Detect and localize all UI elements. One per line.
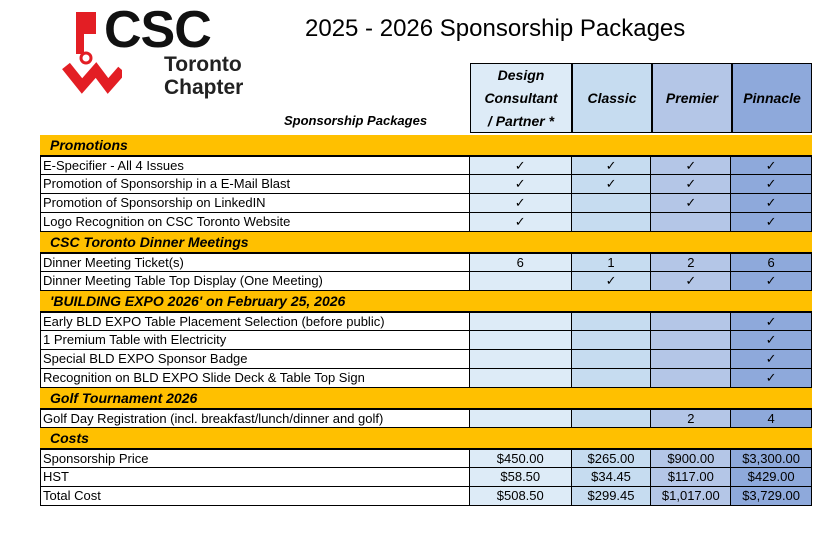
table-cell: ✓	[731, 157, 811, 174]
section-header	[40, 428, 812, 449]
table-cell	[572, 213, 652, 231]
table-row	[40, 409, 812, 428]
row-label: Sponsorship Price	[41, 450, 470, 467]
column-header-line: Design	[497, 66, 545, 83]
section-header	[40, 232, 812, 253]
row-label: Dinner Meeting Table Top Display (One Meeting)	[41, 272, 470, 290]
section-title: CSC Toronto Dinner Meetings	[50, 234, 249, 250]
table-cell: $1,017.00	[651, 487, 731, 505]
section-title: Promotions	[50, 137, 128, 153]
column-header-classic: Classic	[572, 63, 652, 133]
table-cell: ✓	[731, 331, 811, 349]
table-cell: $58.50	[470, 468, 572, 486]
table-cell	[470, 350, 572, 368]
column-header-pinnacle: Pinnacle	[732, 63, 812, 133]
table-cell: ✓	[470, 157, 572, 174]
column-header-design-consultant	[470, 63, 572, 133]
table-cell	[572, 194, 652, 212]
table-cell	[470, 369, 572, 387]
page-title: 2025 - 2026 Sponsorship Packages	[305, 15, 686, 42]
table-cell	[572, 369, 652, 387]
row-label: Total Cost	[41, 487, 470, 505]
column-header-line: / Partner *	[487, 112, 555, 129]
section-header	[40, 388, 812, 409]
row-label: Early BLD EXPO Table Placement Selection (before public)	[41, 313, 470, 330]
table-cell	[572, 331, 652, 349]
table-cell: ✓	[651, 157, 731, 174]
table-cell: 6	[731, 254, 811, 271]
row-label: Golf Day Registration (incl. breakfast/lunch/dinner and golf)	[41, 410, 470, 427]
table-cell: ✓	[470, 194, 572, 212]
section-title: Costs	[50, 430, 89, 446]
sponsorship-packages-label: Sponsorship Packages	[284, 113, 428, 128]
table-row	[40, 369, 812, 388]
table-row	[40, 156, 812, 175]
table-row	[40, 272, 812, 291]
table-cell: 4	[731, 410, 811, 427]
logo-toronto-text: Toronto	[164, 53, 242, 76]
row-label: 1 Premium Table with Electricity	[41, 331, 470, 349]
table-cell: ✓	[731, 369, 811, 387]
table-cell: ✓	[470, 175, 572, 193]
table-cell	[651, 313, 731, 330]
row-label: Recognition on BLD EXPO Slide Deck & Table Top Sign	[41, 369, 470, 387]
table-cell	[572, 350, 652, 368]
table-cell: 1	[572, 254, 652, 271]
logo-csc-text: CSC	[104, 1, 211, 59]
table-cell: 2	[651, 254, 731, 271]
table-cell: 2	[651, 410, 731, 427]
table-cell: ✓	[572, 175, 652, 193]
table-cell	[470, 272, 572, 290]
csc-toronto-logo	[62, 1, 262, 100]
row-label: Special BLD EXPO Sponsor Badge	[41, 350, 470, 368]
table-cell: $34.45	[572, 468, 652, 486]
table-row	[40, 194, 812, 213]
table-cell	[572, 313, 652, 330]
table-cell: ✓	[731, 313, 811, 330]
table-row	[40, 312, 812, 331]
table-row	[40, 331, 812, 350]
table-cell: ✓	[572, 157, 652, 174]
table-cell: ✓	[731, 194, 811, 212]
table-cell	[572, 410, 652, 427]
table-cell: ✓	[731, 272, 811, 290]
table-row	[40, 253, 812, 272]
table-cell: $508.50	[470, 487, 572, 505]
table-cell: ✓	[731, 213, 811, 231]
column-header-line: Consultant	[484, 89, 558, 106]
column-header-premier: Premier	[652, 63, 732, 133]
table-cell: ✓	[651, 194, 731, 212]
table-row	[40, 350, 812, 369]
table-row	[40, 175, 812, 194]
table-cell: ✓	[651, 272, 731, 290]
logo-chapter-text: Chapter	[164, 76, 244, 99]
table-cell: $117.00	[651, 468, 731, 486]
table-row	[40, 468, 812, 487]
row-label: Dinner Meeting Ticket(s)	[41, 254, 470, 271]
table-cell	[470, 313, 572, 330]
table-cell: $3,300.00	[731, 450, 811, 467]
section-header	[40, 135, 812, 156]
table-cell: ✓	[572, 272, 652, 290]
table-cell	[470, 331, 572, 349]
table-row	[40, 487, 812, 506]
row-label: E-Specifier - All 4 Issues	[41, 157, 470, 174]
row-label: Promotion of Sponsorship in a E-Mail Blast	[41, 175, 470, 193]
table-cell	[651, 331, 731, 349]
section-title: 'BUILDING EXPO 2026' on February 25, 2026	[50, 293, 346, 309]
table-cell: ✓	[651, 175, 731, 193]
section-header	[40, 291, 812, 312]
table-cell	[651, 213, 731, 231]
table-cell: ✓	[731, 350, 811, 368]
row-label: Logo Recognition on CSC Toronto Website	[41, 213, 470, 231]
table-cell: ✓	[470, 213, 572, 231]
row-label: Promotion of Sponsorship on LinkedIN	[41, 194, 470, 212]
table-cell: $429.00	[731, 468, 811, 486]
table-row	[40, 449, 812, 468]
row-label: HST	[41, 468, 470, 486]
table-cell: $900.00	[651, 450, 731, 467]
table-cell: $299.45	[572, 487, 652, 505]
section-title: Golf Tournament 2026	[50, 390, 198, 406]
sponsorship-table	[40, 135, 812, 506]
table-cell: $265.00	[572, 450, 652, 467]
table-cell	[470, 410, 572, 427]
table-cell: ✓	[731, 175, 811, 193]
table-cell	[651, 369, 731, 387]
table-cell: $3,729.00	[731, 487, 811, 505]
table-row	[40, 213, 812, 232]
table-cell	[651, 350, 731, 368]
table-cell: 6	[470, 254, 572, 271]
table-cell: $450.00	[470, 450, 572, 467]
